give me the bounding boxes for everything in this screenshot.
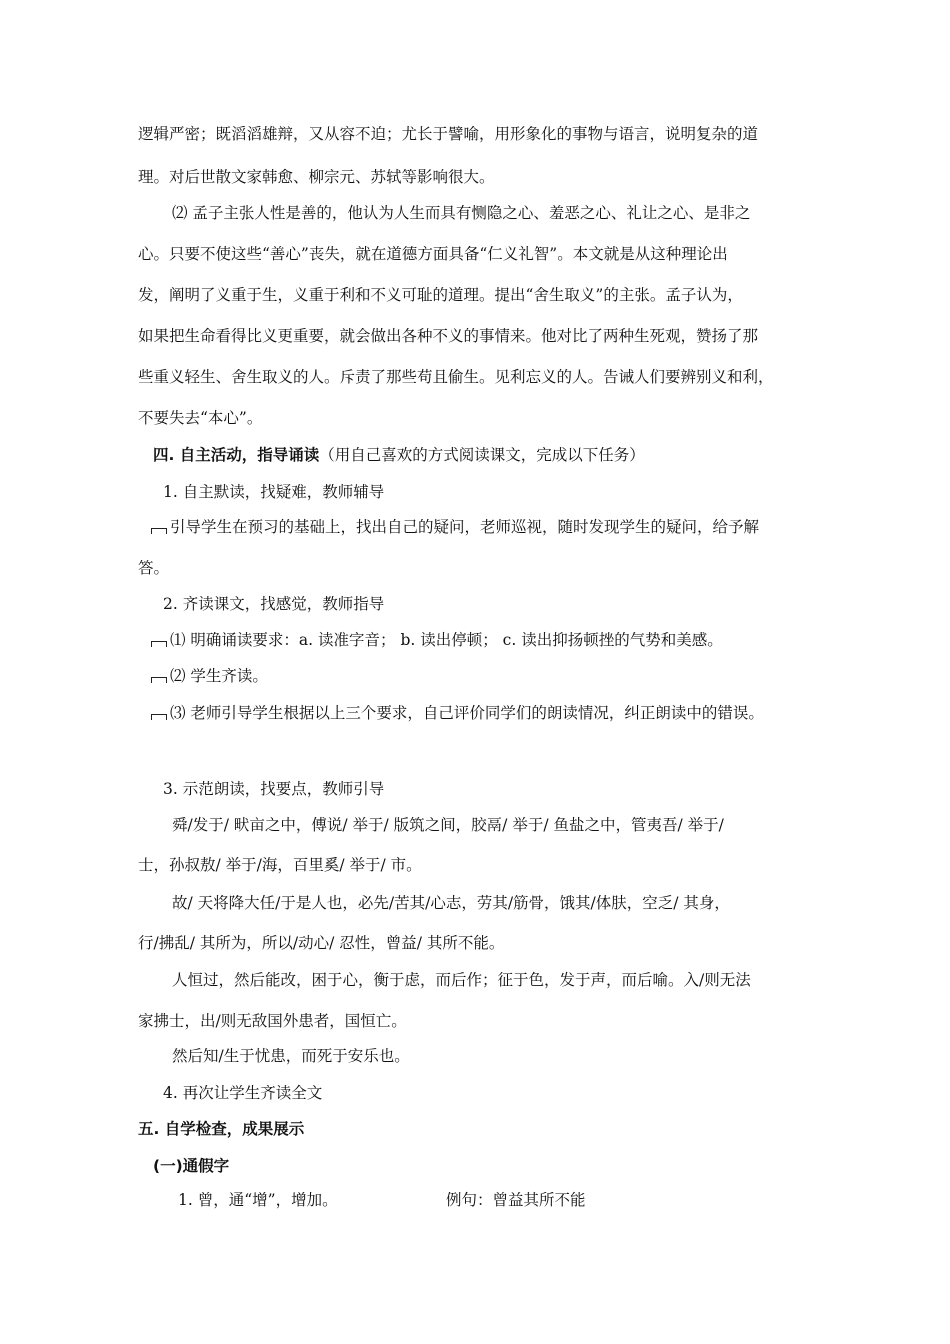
paragraph-line: 舜/发于/ 畎亩之中，傅说/ 举于/ 版筑之间，胶鬲/ 举于/ 鱼盐之中，管夷吾/ 举于/ [172,816,724,834]
subsection-heading: (一)通假字 [153,1157,230,1175]
paragraph-line: 发，阐明了义重于生，义重于利和不义可耻的道理。提出“舍生取义”的主张。孟子认为， [138,286,743,304]
bracket-mark-icon [150,711,168,721]
paragraph-line: 行/拂乱/ 其所为，所以/动心/ 忍性，曾益/ 其所不能。 [138,934,505,952]
paragraph-line: ⑶ 老师引导学生根据以上三个要求，自己评价同学们的朗读情况，纠正朗读中的错误。 [150,706,764,722]
paragraph-line: 逻辑严密；既滔滔雄辩，又从容不迫；尤长于譬喻，用形象化的事物与语言，说明复杂的道 [138,125,759,143]
step-heading: 3. 示范朗读，找要点，教师引导 [163,780,385,798]
section-heading-4-title: 四. 自主活动，指导诵读 [153,446,320,464]
paragraph-line: 然后知/生于忧患，而死于安乐也。 [172,1047,410,1065]
bracket-mark-icon [150,674,168,684]
paragraph-line: 引导学生在预习的基础上，找出自己的疑问，老师巡视，随时发现学生的疑问，给予解 [150,520,759,536]
example-sentence: 例句：曾益其所不能 [446,1191,586,1209]
section-heading-4 [153,448,645,464]
paragraph-line: 答。 [138,559,170,577]
paragraph-line: ⑴ 明确诵读要求：a. 读准字音； b. 读出停顿； c. 读出抑扬顿挫的气势和美感。 [150,633,723,649]
section-heading-5: 五. 自学检查，成果展示 [138,1120,305,1138]
step-heading: 4. 再次让学生齐读全文 [163,1084,323,1102]
paragraph-line: 理。对后世散文家韩愈、柳宗元、苏轼等影响很大。 [138,168,495,186]
paragraph-line: 不要失去“本心”。 [138,409,263,427]
step-heading: 1. 自主默读，找疑难，教师辅导 [163,483,385,501]
paragraph-line: 故/ 天将降大任/于是人也，必先/苦其/心志，劳其/筋骨，饿其/体肤，空乏/ 其身， [172,894,730,912]
bracket-mark-icon [150,525,168,535]
section-heading-4-note: （用自己喜欢的方式阅读课文，完成以下任务） [319,446,645,464]
paragraph-line: 家拂士，出/则无敌国外患者，国恒亡。 [138,1012,407,1030]
paragraph-line: 士，孙叔敖/ 举于/海，百里奚/ 举于/ 市。 [138,856,422,874]
paragraph-line: 人恒过，然后能改，困于心，衡于虑，而后作；征于色，发于声，而后喻。入/则无法 [172,971,751,989]
paragraph-line: 些重义轻生、舍生取义的人。斥责了那些苟且偷生。见利忘义的人。告诫人们要辨别义和利， [138,368,774,386]
list-item: 1. 曾，通“增”，增加。 [178,1191,338,1209]
paragraph-line: 如果把生命看得比义更重要，就会做出各种不义的事情来。他对比了两种生死观，赞扬了那 [138,327,759,345]
step-heading: 2. 齐读课文，找感觉，教师指导 [163,595,385,613]
paragraph-line: 心。只要不使这些“善心”丧失，就在道德方面具备“仁义礼智”。本文就是从这种理论出 [138,245,728,263]
paragraph-line: ⑵ 学生齐读。 [150,669,268,685]
paragraph-line: ⑵ 孟子主张人性是善的，他认为人生而具有恻隐之心、羞恶之心、礼让之心、是非之 [172,204,751,222]
bracket-mark-icon [150,638,168,648]
